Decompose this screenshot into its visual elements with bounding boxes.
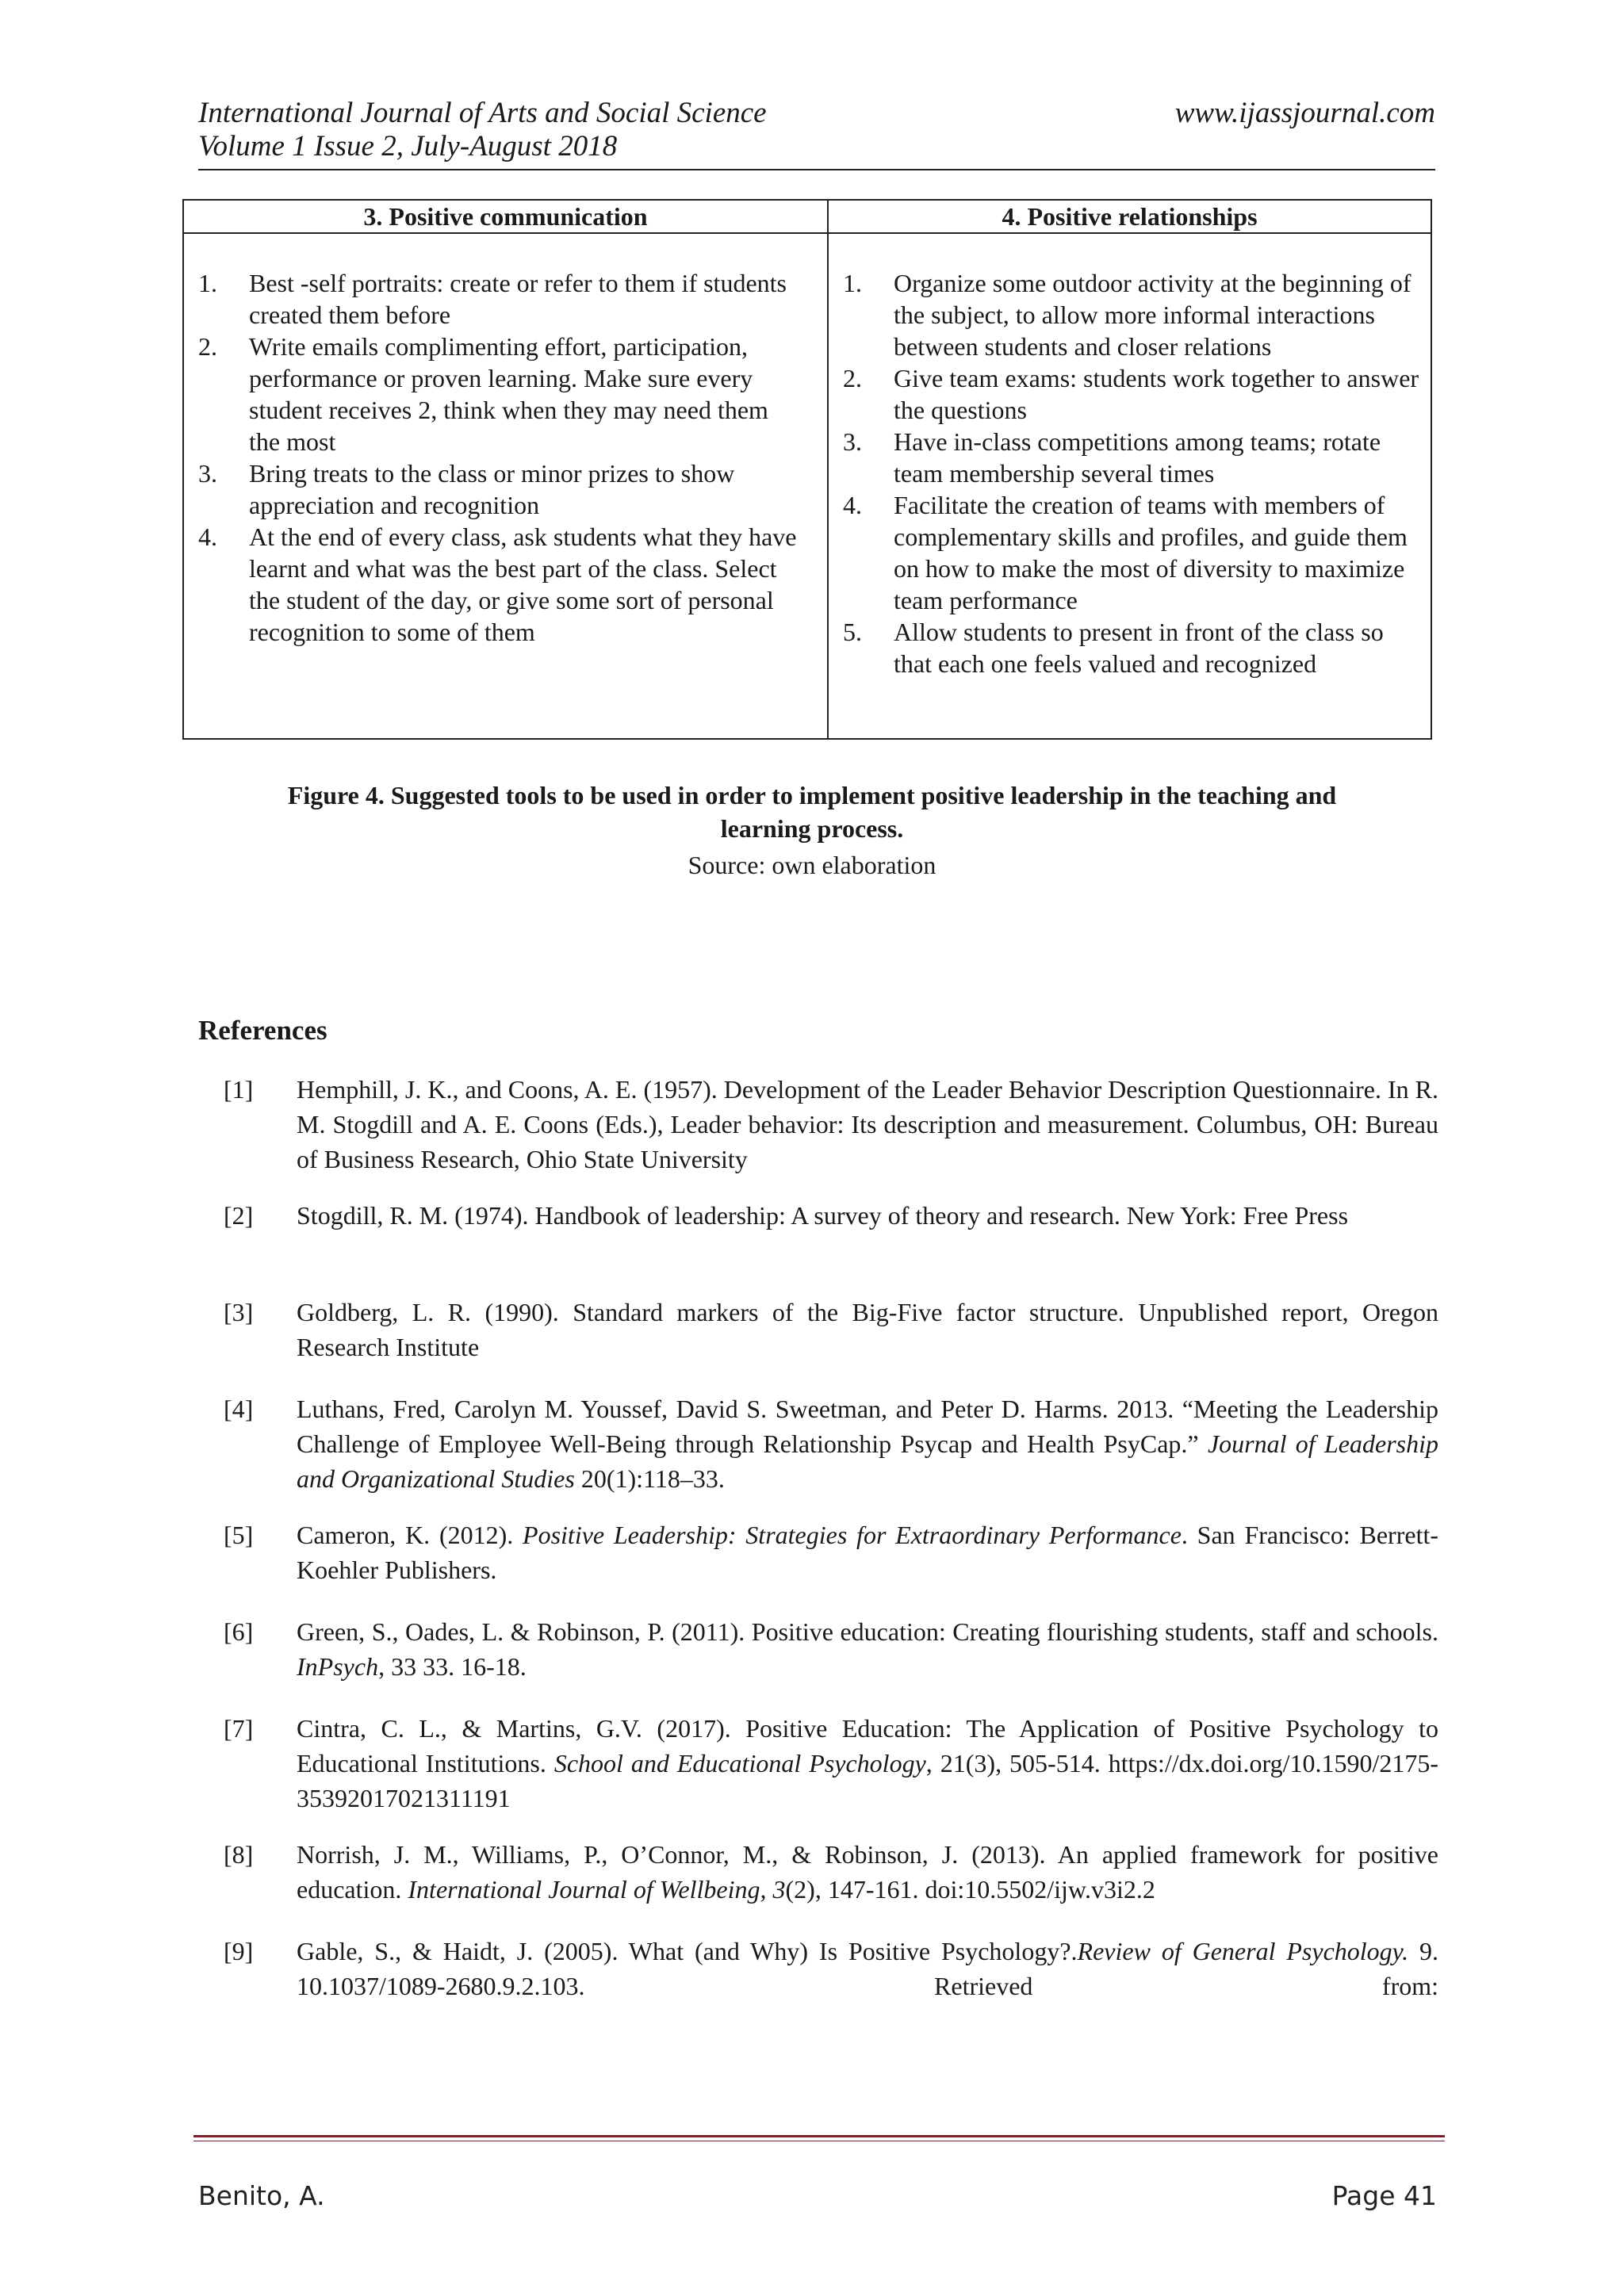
- reference-number: [5]: [224, 1521, 254, 1549]
- list-item-text: Have in-class competitions among teams; rotate team membership several times: [894, 427, 1381, 488]
- column-positive-communication: [184, 201, 829, 738]
- list-item-text: Organize some outdoor activity at the beginning of the subject, to allow more informal interactions between students and closer relations: [894, 269, 1411, 361]
- list-item-number: 4.: [843, 491, 862, 519]
- list-item-number: 3.: [843, 427, 862, 456]
- reference-italic-segment: International Journal of Wellbeing, 3: [408, 1875, 786, 1904]
- reference-entry: [224, 1614, 1438, 1684]
- reference-entry: [224, 1198, 1438, 1233]
- list-item: [843, 489, 1422, 616]
- reference-number: [3]: [224, 1298, 254, 1326]
- reference-segment: 20(1):118–33.: [574, 1464, 725, 1493]
- header-divider: [198, 169, 1435, 170]
- list-item-number: 2.: [843, 364, 862, 392]
- reference-text: [297, 1295, 1438, 1364]
- list-item: [843, 267, 1422, 362]
- reference-text: [297, 1198, 1438, 1233]
- reference-segment: (2), 147-161. doi:10.5502/ijw.v3i2.2: [785, 1875, 1155, 1904]
- reference-entry: [224, 1934, 1438, 2003]
- list-item: [198, 521, 801, 648]
- reference-number: [7]: [224, 1714, 254, 1743]
- footer-author: Benito, A.: [198, 2180, 325, 2211]
- footer-divider: [193, 2135, 1445, 2137]
- reference-number: [9]: [224, 1937, 254, 1965]
- footer-page-number: Page 41: [1331, 2180, 1437, 2211]
- reference-entry: [224, 1517, 1438, 1587]
- list-item-text: Best -self portraits: create or refer to them if students created them before: [249, 269, 787, 329]
- reference-text: [297, 1072, 1438, 1177]
- list-item-number: 4.: [198, 522, 217, 551]
- reference-text: [297, 1614, 1438, 1684]
- list-item-text: Allow students to present in front of the class so that each one feels valued and recognized: [894, 618, 1384, 678]
- reference-segment: Luthans, Fred, Carolyn M. Youssef, David S. Sweetman, and Peter D. Harms. 2013. “Meeting the Leadership Challenge of Employee Well-Being through Relationship Psycap and Health PsyCap.”: [297, 1395, 1438, 1458]
- reference-segment: , 21(3), 505-514. https://dx.doi.org/10.1590/2175-35392017021311191: [297, 1749, 1439, 1812]
- list-item: [198, 267, 801, 331]
- reference-entry: [224, 1391, 1438, 1496]
- reference-segment: Green, S., Oades, L. & Robinson, P. (2011). Positive education: Creating flourishing students, staff and schools.: [297, 1617, 1438, 1646]
- reference-italic-segment: School and Educational Psychology: [553, 1749, 926, 1777]
- running-header: [198, 97, 1435, 163]
- reference-italic-segment: Review of General Psychology.: [1077, 1937, 1409, 1965]
- reference-segment: Stogdill, R. M. (1974). Handbook of leadership: A survey of theory and research. New York: Free Press: [297, 1201, 1349, 1230]
- reference-segment: Norrish, J. M., Williams, P., O’Connor, M., & Robinson, J. (2013). An applied framework for positive education.: [297, 1840, 1438, 1904]
- reference-number: [6]: [224, 1617, 254, 1646]
- figure-caption-line-2: learning process.: [720, 814, 904, 843]
- list-item-text: Facilitate the creation of teams with members of complementary skills and profiles, and guide them on how to make the most of diversity to maximize team performance: [894, 491, 1408, 614]
- reference-text: [297, 1837, 1438, 1907]
- column-heading: 4. Positive relationships: [829, 201, 1431, 234]
- list-item-number: 1.: [198, 269, 217, 297]
- journal-url: www.ijassjournal.com: [1174, 97, 1435, 129]
- list-item-text: Write emails complimenting effort, participation, performance or proven learning. Make sure every student receives 2, think when they may need them the most: [249, 332, 768, 456]
- reference-segment: 9. 10.1037/1089-2680.9.2.103. Retrieved from:: [297, 1937, 1439, 2000]
- list-item-text: Give team exams: students work together to answer the questions: [894, 364, 1419, 424]
- list-item: [843, 616, 1422, 679]
- column-heading: 3. Positive communication: [184, 201, 827, 234]
- reference-entry: [224, 1711, 1438, 1816]
- reference-entry: [224, 1072, 1438, 1177]
- reference-segment: Gable, S., & Haidt, J. (2005). What (and Why) Is Positive Psychology?.: [297, 1937, 1078, 1965]
- reference-number: [1]: [224, 1075, 254, 1104]
- list-item-number: 1.: [843, 269, 862, 297]
- tools-table: [182, 199, 1432, 740]
- list-item-number: 5.: [843, 618, 862, 646]
- relationships-list: [843, 267, 1422, 679]
- reference-number: [8]: [224, 1840, 254, 1869]
- journal-name: International Journal of Arts and Social Science: [198, 97, 767, 129]
- figure-source: Source: own elaboration: [688, 851, 936, 879]
- reference-text: [297, 1711, 1438, 1816]
- reference-segment: . San Francisco: Berrett-Koehler Publishers.: [297, 1521, 1439, 1584]
- reference-italic-segment: InPsych: [297, 1652, 379, 1681]
- reference-entry: [224, 1295, 1438, 1364]
- reference-text: [297, 1934, 1438, 2003]
- reference-number: [4]: [224, 1395, 254, 1423]
- figure-caption-line-1: Figure 4. Suggested tools to be used in order to implement positive leadership in the teaching and: [287, 781, 1337, 809]
- column-positive-relationships: [829, 201, 1431, 738]
- reference-number: [2]: [224, 1201, 254, 1230]
- reference-text: [297, 1517, 1438, 1587]
- journal-issue: Volume 1 Issue 2, July-August 2018: [198, 130, 618, 163]
- reference-segment: , 33 33. 16-18.: [378, 1652, 527, 1681]
- communication-list: [198, 267, 801, 648]
- list-item-text: At the end of every class, ask students what they have learnt and what was the best part of the class. Select the student of the day, or give some sort of personal recognition to some of them: [249, 522, 797, 646]
- list-item: [843, 362, 1422, 426]
- reference-segment: Goldberg, L. R. (1990). Standard markers of the Big-Five factor structure. Unpublished report, Oregon Research Institute: [297, 1298, 1438, 1361]
- list-item-text: Bring treats to the class or minor prizes to show appreciation and recognition: [249, 459, 735, 519]
- list-item: [198, 331, 801, 457]
- reference-italic-segment: Positive Leadership: Strategies for Extraordinary Performance: [523, 1521, 1182, 1549]
- list-item-number: 3.: [198, 459, 217, 488]
- list-item-number: 2.: [198, 332, 217, 361]
- reference-text: [297, 1391, 1438, 1496]
- reference-entry: [224, 1837, 1438, 1907]
- list-item: [843, 426, 1422, 489]
- reference-segment: Cameron, K. (2012).: [297, 1521, 523, 1549]
- reference-segment: Hemphill, J. K., and Coons, A. E. (1957). Development of the Leader Behavior Description Questionnaire. In R. M. Stogdill and A. E. Coons (Eds.), Leader behavior: Its description and measurement. Columbus, OH: Bureau of Business Research, Ohio State University: [297, 1075, 1438, 1173]
- references-heading: References: [198, 1015, 327, 1046]
- list-item: [198, 457, 801, 521]
- reference-segment: Cintra, C. L., & Martins, G.V. (2017). Positive Education: The Application of Positive Psychology to Educational Institutions.: [297, 1714, 1438, 1777]
- reference-italic-segment: Journal of Leadership and Organizational Studies: [297, 1429, 1439, 1493]
